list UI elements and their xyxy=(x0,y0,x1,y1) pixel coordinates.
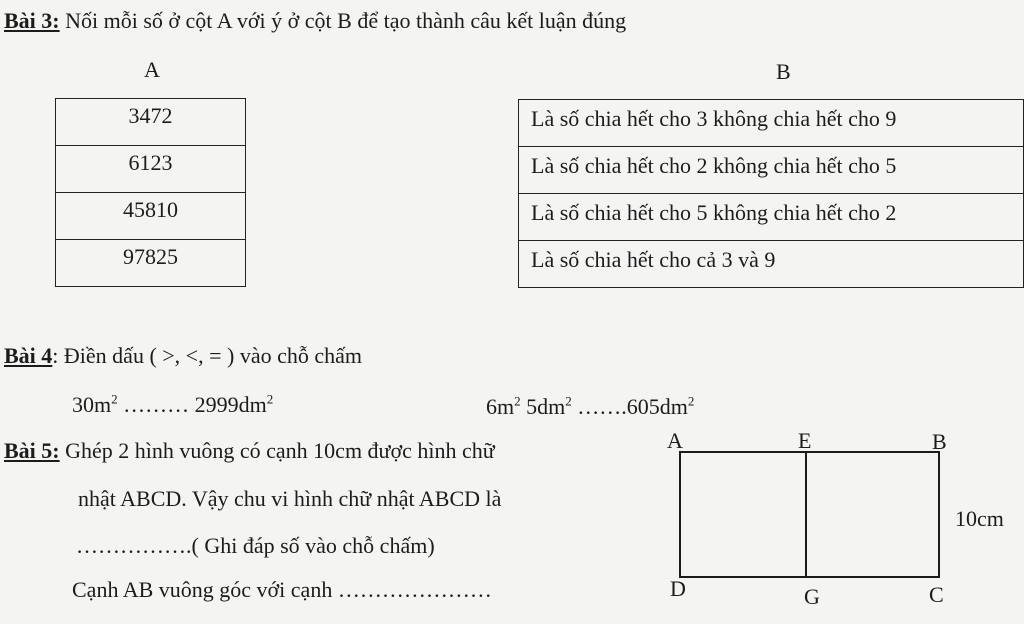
point-label-e: E xyxy=(798,428,812,453)
column-b-cell: Là số chia hết cho 5 không chia hết cho 2 xyxy=(519,194,1024,241)
comparison-2-a: 6m xyxy=(486,394,515,419)
comparison-1-dots: ……… xyxy=(117,392,195,417)
column-b-header: B xyxy=(776,59,791,84)
column-a-header: A xyxy=(144,57,160,82)
exercise-5-line-3: …………….( Ghi đáp số vào chỗ chấm) xyxy=(76,533,435,558)
exercise-5-line-1: Ghép 2 hình vuông có cạnh 10cm được hình chữ xyxy=(59,438,495,463)
point-label-c: C xyxy=(929,582,944,607)
exercise-4-text: : Điền dấu ( >, <, = ) vào chỗ chấm xyxy=(52,343,362,368)
comparison-1-right: 2999dm xyxy=(194,392,267,417)
column-a-cell: 3472 xyxy=(56,99,246,146)
point-label-g: G xyxy=(804,584,820,609)
comparison-2-dots: ……. xyxy=(571,394,627,419)
comparison-2-b-exponent: 2 xyxy=(565,393,572,409)
comparison-2-a-exponent: 2 xyxy=(514,393,521,409)
exercise-3-label: Bài 3: xyxy=(4,8,60,33)
comparison-1-left-exponent: 2 xyxy=(111,391,118,407)
exercise-5-line-4: Cạnh AB vuông góc với cạnh ………………… xyxy=(72,577,492,602)
exercise-5-label: Bài 5: xyxy=(4,438,60,463)
comparison-2-b: 5dm xyxy=(520,394,566,419)
column-a-cell: 45810 xyxy=(56,193,246,240)
exercise-4-label: Bài 4 xyxy=(4,343,53,368)
exercise-5-line-2: nhật ABCD. Vậy chu vi hình chữ nhật ABCD là xyxy=(78,486,502,511)
comparison-1-left: 30m xyxy=(72,392,112,417)
point-label-d: D xyxy=(670,576,686,601)
exercise-3-text: Nối mỗi số ở cột A với ý ở cột B để tạo thành câu kết luận đúng xyxy=(59,8,627,33)
point-label-b: B xyxy=(932,429,947,454)
rectangle-abcd xyxy=(680,452,939,577)
point-label-a: A xyxy=(667,428,683,453)
column-a-cell: 6123 xyxy=(56,146,246,193)
column-b-cell: Là số chia hết cho 3 không chia hết cho 9 xyxy=(519,100,1024,147)
column-b-cell: Là số chia hết cho cả 3 và 9 xyxy=(519,241,1024,288)
comparison-2-right: 605dm xyxy=(626,394,688,419)
column-b-cell: Là số chia hết cho 2 không chia hết cho 5 xyxy=(519,147,1024,194)
side-length-label: 10cm xyxy=(955,506,1004,531)
comparison-2-right-exponent: 2 xyxy=(687,393,695,409)
comparison-1-right-exponent: 2 xyxy=(266,391,274,407)
column-a-cell: 97825 xyxy=(56,240,246,287)
